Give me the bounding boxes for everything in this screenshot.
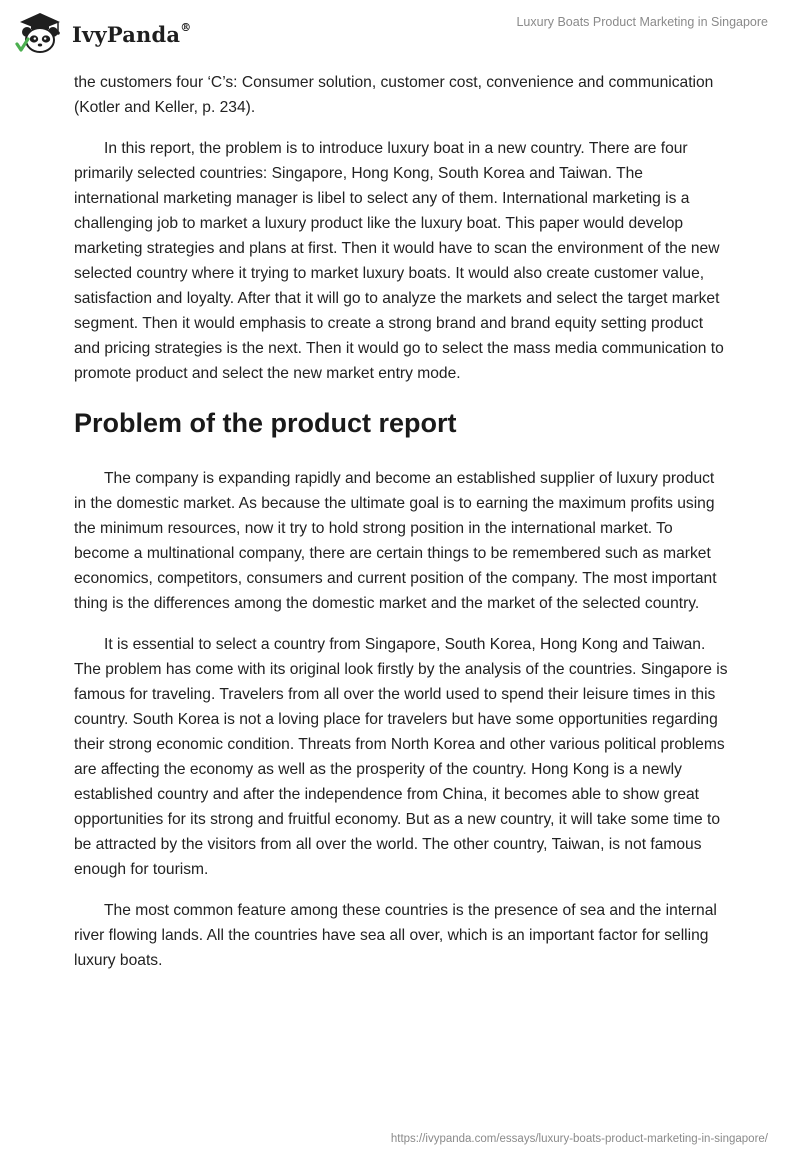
document-title: Luxury Boats Product Marketing in Singapore <box>516 15 768 29</box>
registered-mark: ® <box>180 20 192 34</box>
paragraph: The most common feature among these countries is the presence of sea and the internal river flowing lands. All the countries have sea all over, which is an important factor for selling luxury boats. <box>74 902 717 969</box>
section-heading: Problem of the product report <box>74 408 457 438</box>
paragraph: It is essential to select a country from Singapore, South Korea, Hong Kong and Taiwan. The problem has come with its original look firstly by the analysis of the countries. Singapore is famous for traveling. Travelers from all over the world used to spend their leisure times in this country. South Korea is not a loving place for travelers but have some opportunities regarding their strong economic condition. Threats from North Korea and other various political problems are affecting the economy as well as the prosperity of the country. Hong Kong is a newly established country and after the independence from China, it becomes able to show great opportunities for its strong and fruitful economy. But as a new country, it will take some time to be attracted by the visitors from all over the world. The other country, Taiwan, is not famous enough for tourism. <box>74 636 728 878</box>
brand-logo[interactable] <box>14 10 191 58</box>
paragraph: The company is expanding rapidly and become an established supplier of luxury product in the domestic market. As because the ultimate goal is to earning the maximum profits using the minimum resources, now it try to hold strong position in the international market. To become a multinational company, there are certain things to be remembered such as market economics, competitors, consumers and current position of the company. The most important thing is the differences among the domestic market and the market of the selected country. <box>74 470 717 612</box>
page-header <box>0 0 800 66</box>
paragraph: the customers four ‘C’s: Consumer solution, customer cost, convenience and communication (Kotler and Keller, p. 234). <box>74 74 714 116</box>
essay-body <box>74 70 730 989</box>
panda-graduate-icon <box>14 10 66 58</box>
paragraph: In this report, the problem is to introduce luxury boat in a new country. There are four primarily selected countries: Singapore, Hong Kong, South Korea and Taiwan. The international marketing manager is libel to select any of them. International marketing is a challenging job to market a luxury product like the luxury boat. This paper would develop marketing strategies and plans at first. Then it would have to scan the environment of the new selected country where it trying to market luxury boats. It would also create customer value, satisfaction and loyalty. After that it will go to analyze the markets and select the target market segment. Then it would emphasis to create a strong brand and brand equity setting product and pricing strategies is the next. Then it would go to select the mass media communication to promote product and select the new market entry mode. <box>74 140 724 382</box>
source-url[interactable]: https://ivypanda.com/essays/luxury-boats-product-marketing-in-singapore/ <box>390 1133 768 1145</box>
brand-name: IvyPanda® <box>72 20 192 47</box>
